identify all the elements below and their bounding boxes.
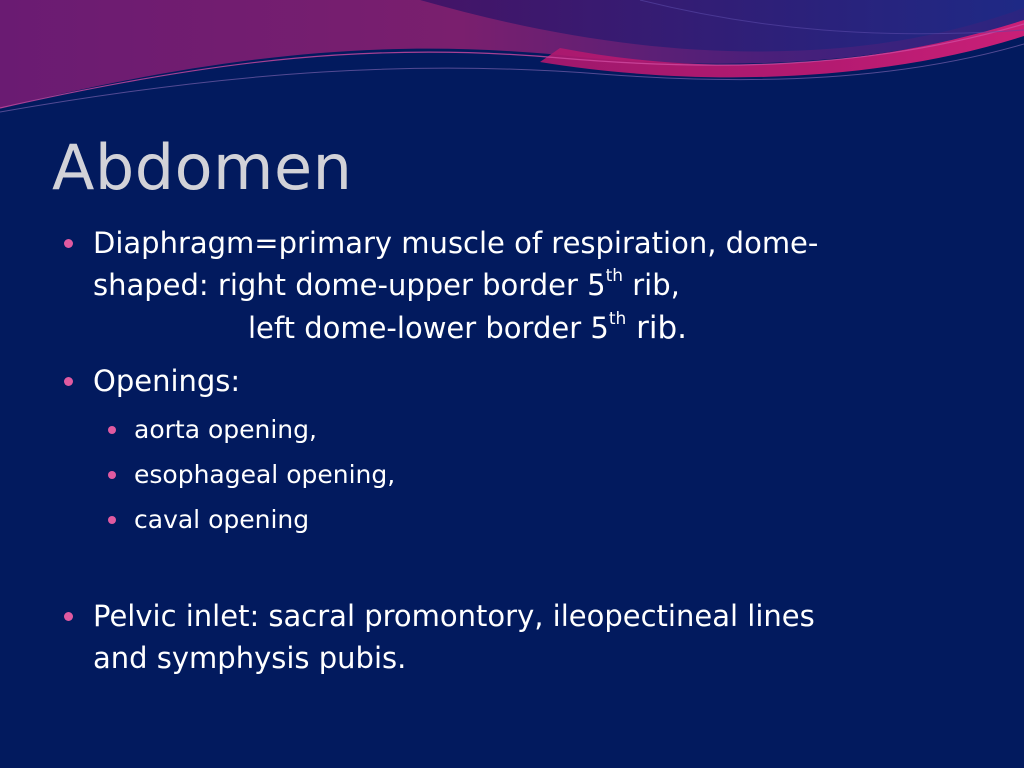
diaphragm-right-rib: rib, — [623, 268, 680, 302]
bullet-icon — [64, 377, 73, 386]
bullet-pelvic-line2: and symphysis pubis. — [93, 641, 407, 675]
bullet-diaphragm-line2 — [93, 264, 680, 306]
diaphragm-left-superscript: th — [608, 309, 627, 330]
bullet-diaphragm-line3 — [248, 307, 687, 349]
diaphragm-right-text: shaped: right dome-upper border 5 — [93, 268, 606, 302]
sub-bullet-caval: caval opening — [134, 505, 310, 534]
sub-bullet-aorta: aorta opening, — [134, 415, 317, 444]
slide-title: Abdomen — [52, 131, 353, 204]
sub-bullet-icon — [108, 426, 116, 434]
diaphragm-left-rib: rib. — [626, 310, 688, 346]
bullet-icon — [64, 239, 73, 248]
diaphragm-left-text: left dome-lower border 5 — [248, 311, 609, 345]
diaphragm-right-superscript: th — [605, 266, 624, 287]
sub-bullet-esophageal: esophageal opening, — [134, 460, 396, 489]
bullet-diaphragm-line1: Diaphragm=primary muscle of respiration, dome- — [93, 226, 819, 260]
sub-bullet-icon — [108, 471, 116, 479]
bullet-icon — [64, 612, 73, 621]
sub-bullet-icon — [108, 516, 116, 524]
bullet-openings: Openings: — [93, 364, 241, 398]
bullet-pelvic-line1: Pelvic inlet: sacral promontory, ileopectineal lines — [93, 599, 815, 633]
